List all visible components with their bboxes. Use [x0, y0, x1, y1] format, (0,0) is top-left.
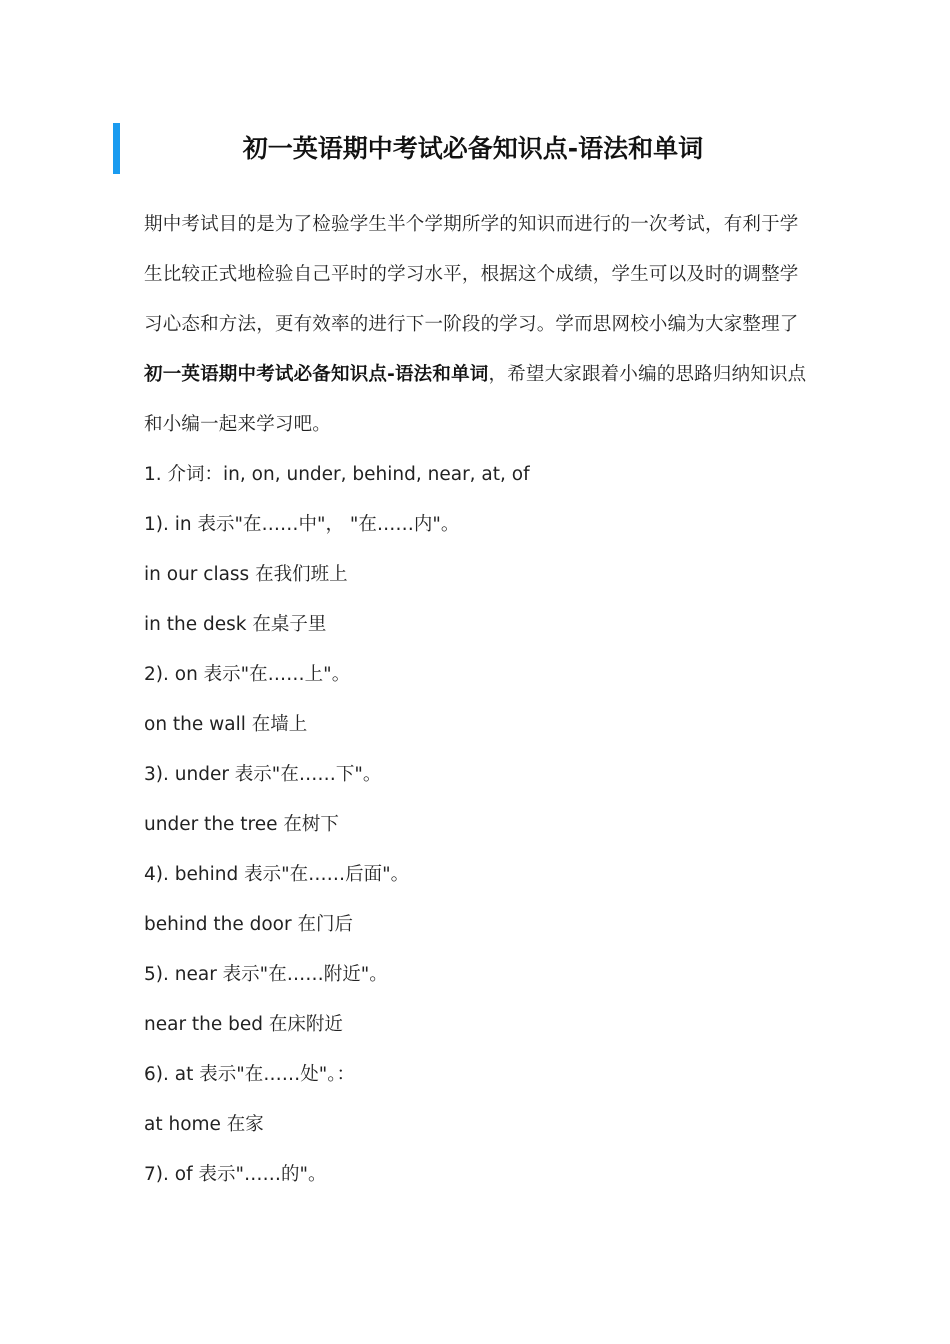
- content-line-at-rule: 6). at 表示"在……处"。：: [144, 1064, 355, 1085]
- content-line-in-example-2: in the desk 在桌子里: [144, 614, 327, 635]
- intro-text-before: 期中考试目的是为了检验学生半个学期所学的知识而进行的一次考试，有利于学生比较正式地检验自己平时的学习水平，根据这个成绩，学生可以及时的调整学习心态和方法，更有效率的进行下一阶段的学习。学而思网校小编为大家整理了: [144, 214, 799, 335]
- content-line-in-rule: 1). in 表示"在……中"， "在……内"。: [144, 514, 460, 535]
- content-line-on-example: on the wall 在墙上: [144, 714, 308, 735]
- content-line-near-rule: 5). near 表示"在……附近"。: [144, 964, 388, 985]
- content-line-on-rule: 2). on 表示"在……上"。: [144, 664, 351, 685]
- intro-text-after: ，希望大家跟着小编的思路归纳知识点和小编一起来学习吧。: [144, 364, 807, 435]
- content-line-of-rule: 7). of 表示"……的"。: [144, 1164, 327, 1185]
- content-line-prepositions-heading: 1. 介词：in, on, under, behind, near, at, of: [144, 464, 530, 485]
- title-accent-bar: [113, 123, 120, 174]
- article-body: [144, 200, 814, 1200]
- content-line-at-example: at home 在家: [144, 1114, 264, 1135]
- intro-paragraph: [144, 200, 814, 450]
- content-line-near-example: near the bed 在床附近: [144, 1014, 343, 1035]
- intro-text-bold: 初一英语期中考试必备知识点-语法和单词: [144, 364, 489, 385]
- page-title: 初一英语期中考试必备知识点-语法和单词: [242, 134, 704, 163]
- content-line-behind-example: behind the door 在门后: [144, 914, 353, 935]
- content-line-under-rule: 3). under 表示"在……下"。: [144, 764, 382, 785]
- content-line-under-example: under the tree 在树下: [144, 814, 339, 835]
- content-line-in-example-1: in our class 在我们班上: [144, 564, 348, 585]
- content-line-behind-rule: 4). behind 表示"在……后面"。: [144, 864, 410, 885]
